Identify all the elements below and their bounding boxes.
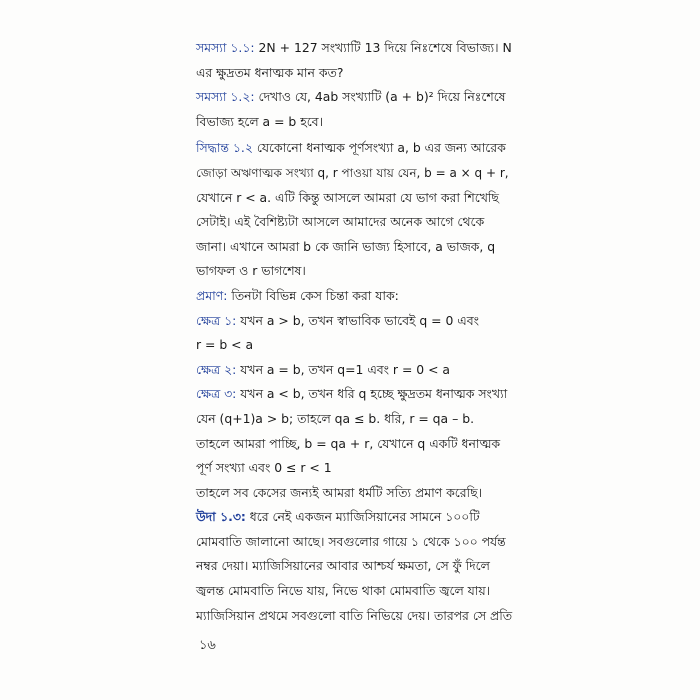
conclusion-line-2: পূর্ণ সংখ্যা এবং 0 ≤ r < 1 bbox=[196, 460, 332, 476]
problem-1-text: 2N + 127 সংখ্যাটি 13 দিয়ে নিঃশেষে বিভাজ্য। N bbox=[258, 40, 512, 55]
case-3-label: ক্ষেত্র ৩: bbox=[196, 386, 237, 402]
theorem-text: যেকোনো ধনাত্মক পূর্ণসংখ্যা a, b এর জন্য আরেক bbox=[256, 140, 506, 156]
case-1-label: ক্ষেত্র ১: bbox=[196, 312, 237, 328]
theorem-line-1 bbox=[196, 136, 512, 161]
problem-2-line-2: বিভাজ্য হলে a = b হবে। bbox=[196, 113, 324, 129]
problem-1-line-1 bbox=[196, 36, 512, 61]
case-3-line-1 bbox=[196, 382, 512, 407]
case-2-line-1 bbox=[196, 358, 512, 383]
case-1-line-1 bbox=[196, 309, 512, 334]
case-1-line-2: r = b < a bbox=[196, 337, 254, 353]
example-line-2: মোমবাতি জালানো আছে। সবগুলোর গায়ে ১ থেকে ১০০ পর্যন্ত bbox=[196, 533, 506, 549]
theorem-line-6: ভাগফল ও r ভাগশেষ। bbox=[196, 263, 306, 279]
proof-intro-line bbox=[196, 284, 512, 309]
example-label: উদা ১.৩: bbox=[196, 509, 246, 525]
problem-2-label: সমস্যা ১.২: bbox=[196, 89, 255, 105]
example-line-4: জ্বলন্ত মোমবাতি নিভে যায়, নিভে থাকা মোমবাতি জ্বলে যায়। bbox=[196, 583, 491, 599]
problem-2-line-1 bbox=[196, 85, 512, 110]
proof-label: প্রমাণ: bbox=[196, 287, 228, 303]
case-1-text: যখন a > b, তখন স্বাভাবিক ভাবেই q = 0 এবং bbox=[240, 312, 479, 328]
theorem-line-2: জোড়া অঋণাত্মক সংখ্যা q, r পাওয়া যায় যেন, b = a × q + r, bbox=[196, 165, 509, 180]
theorem-line-4: সেটাই। এই বৈশিষ্ট্যটা আসলে আমাদের অনেক আগে থেকে bbox=[196, 214, 485, 230]
theorem-line-3: যেখানে r < a. এটি কিন্তু আসলে আমরা যে ভাগ করা শিখেছি bbox=[196, 189, 499, 205]
page-body bbox=[196, 36, 512, 628]
page-number: ১৬ bbox=[199, 638, 216, 653]
problem-2-text: দেখাও যে, 4ab সংখ্যাটি (a + b)² দিয়ে নিঃশেষে bbox=[258, 89, 506, 105]
case-3-line-2: যেন (q+1)a > b; তাহলে qa ≤ b. ধরি, r = qa – b. bbox=[196, 410, 475, 426]
example-text: ধরে নেই একজন ম্যাজিসিয়ানের সামনে ১০০টি bbox=[249, 509, 480, 525]
problem-1-label: সমস্যা ১.১: bbox=[196, 40, 255, 55]
example-line-5: ম্যাজিসিয়ান প্রথমে সবগুলো বাতি নিভিয়ে দেয়। তারপর সে প্রতি bbox=[196, 607, 513, 623]
theorem-label: সিদ্ধান্ত ১.২ bbox=[196, 140, 253, 156]
case-2-text: যখন a = b, তখন q=1 এবং r = 0 < a bbox=[240, 361, 451, 377]
conclusion-line-3: তাহলে সব কেসের জন্যই আমরা ধর্মটি সত্যি প্রমাণ করেছি। bbox=[196, 484, 483, 500]
case-3-text: যখন a < b, তখন ধরি q হচ্ছে ক্ষুদ্রতম ধনাত্মক সংখ্যা bbox=[240, 386, 508, 402]
case-2-label: ক্ষেত্র ২: bbox=[196, 361, 237, 377]
example-line-3: নম্বর দেয়া। ম্যাজিসিয়ানের আবার আশ্চর্য ক্ষমতা, সে ফুঁ দিলে bbox=[196, 558, 490, 574]
theorem-line-5: জানা। এখানে আমরা b কে জানি ভাজ্য হিসাবে, a ভাজক, q bbox=[196, 238, 496, 254]
problem-1-line-2: এর ক্ষুদ্রতম ধনাত্মক মান কত? bbox=[196, 64, 344, 80]
proof-intro: তিনটা বিভিন্ন কেস চিন্তা করা যাক: bbox=[231, 287, 399, 303]
conclusion-line-1: তাহলে আমরা পাচ্ছি, b = qa + r, যেখানে q একটি ধনাত্মক bbox=[196, 435, 501, 451]
example-line-1 bbox=[196, 505, 512, 530]
